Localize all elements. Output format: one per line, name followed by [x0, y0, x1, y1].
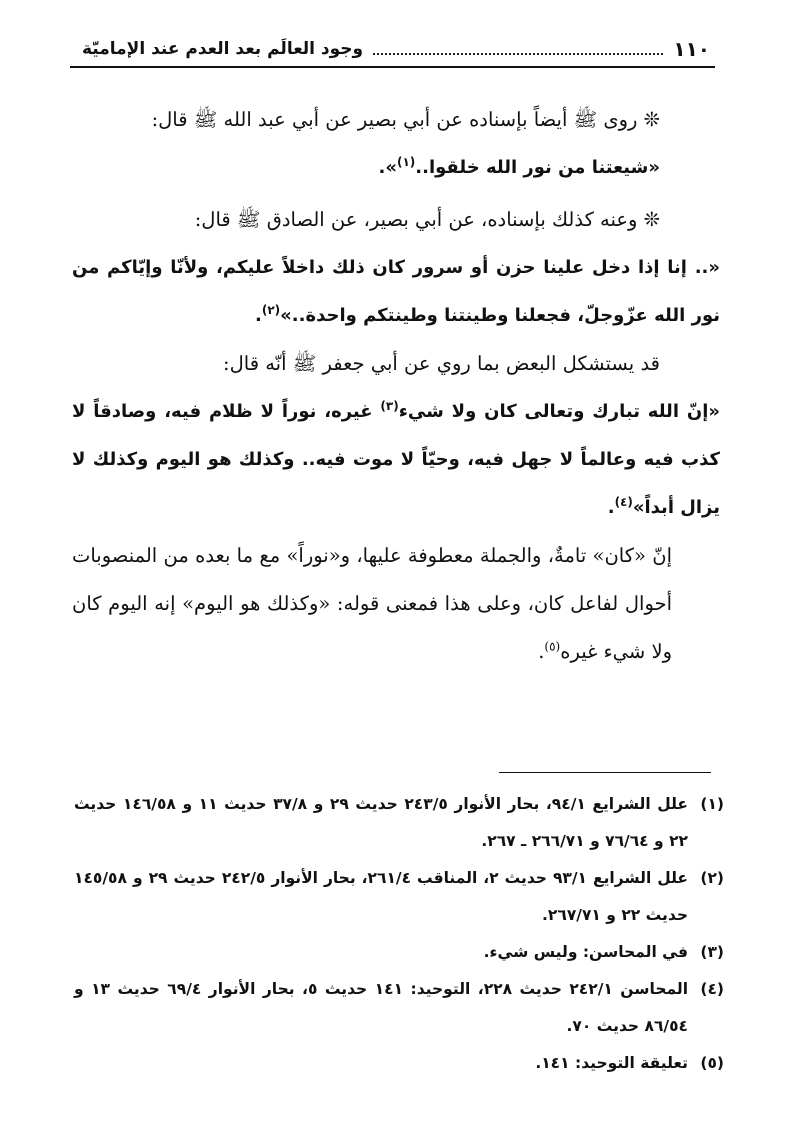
footnote-ref-4[interactable]: (٤) — [614, 495, 633, 509]
quote-1-end: ». — [378, 157, 397, 178]
quote-2-end: . — [255, 305, 262, 326]
footnote-number: (٢) — [700, 869, 724, 887]
paragraph-3-text: قد يستشكل البعض بما روي عن أبي جعفر ﷺ أنّه قال: — [223, 352, 660, 375]
footnote — [74, 971, 724, 1045]
paragraph-2 — [72, 196, 720, 244]
footnote-number: (١) — [700, 795, 724, 813]
paragraph-1-text: روى ﷺ أيضاً بإسناده عن أبي بصير عن أبي عبد الله ﷺ قال: — [151, 108, 638, 131]
quote-1 — [72, 144, 720, 192]
quote-3-end: . — [607, 497, 615, 518]
paragraph-3 — [72, 340, 720, 388]
footnote-ref-1[interactable]: (١) — [396, 155, 416, 169]
paragraph-1 — [72, 96, 720, 144]
star-ornament: ❊ — [643, 108, 660, 131]
paragraph-4 — [72, 532, 720, 676]
quote-3 — [72, 388, 720, 532]
quote-1-text: «شيعتنا من نور الله خلقوا.. — [415, 157, 660, 178]
quote-2 — [72, 244, 720, 340]
footnote — [74, 786, 724, 860]
footnote-ref-3[interactable]: (٣) — [380, 399, 399, 413]
page-number: ١١٠ — [673, 37, 710, 61]
quote-3-text-a: «إنّ الله تبارك وتعالى كان ولا شيء — [398, 401, 720, 422]
footnote-number: (٤) — [700, 980, 724, 998]
footnote — [74, 934, 724, 971]
header-dot-leader — [373, 43, 663, 55]
footnote-text: المحاسن ٢٤٢/١ حديث ٢٢٨، التوحيد: ١٤١ حديث ٥، بحار الأنوار ٦٩/٤ حديث ١٣ و ٨٦/٥٤ حديث ٧٠. — [74, 980, 689, 1035]
footnote-number: (٣) — [700, 943, 724, 961]
footnote-number: (٥) — [700, 1054, 724, 1072]
main-text — [72, 96, 720, 676]
quote-3-text-b: غيره، نوراً لا ظلام فيه، وصادقاً لا كذب فيه وعالماً لا جهل فيه، وحيّاً لا موت فيه.. وكذلك هو اليوم وكذلك لا يزال أبداً» — [72, 401, 720, 518]
footnotes — [74, 786, 724, 1082]
footnote-text: علل الشرايع ٩٣/١ حديث ٢، المناقب ٢٦١/٤، بحار الأنوار ٢٤٢/٥ حديث ٢٩ و ١٤٥/٥٨ حديث ٢٢ و ٢٦٧/٧١. — [74, 869, 688, 924]
paragraph-2-text: وعنه كذلك بإسناده، عن أبي بصير، عن الصادق ﷺ قال: — [194, 208, 638, 231]
footnote — [74, 860, 724, 934]
footnote-ref-2[interactable]: (٢) — [261, 303, 281, 317]
footnote-text: في المحاسن: وليس شيء. — [483, 943, 688, 961]
paragraph-4-end: . — [538, 640, 545, 663]
running-title: وجود العالَم بعد العدم عند الإماميّة — [82, 39, 364, 59]
star-ornament: ❊ — [643, 208, 660, 231]
footnote-text: علل الشرايع ٩٤/١، بحار الأنوار ٢٤٣/٥ حديث ٢٩ و ٣٧/٨ حديث ١١ و ١٤٦/٥٨ حديث ٢٢ و ٧٦/٦٤ و ٢٦٦/٧١ ـ ٢٦٧. — [74, 795, 688, 850]
footnote — [74, 1045, 724, 1082]
quote-2-text: «.. إنا إذا دخل علينا حزن أو سرور كان ذلك داخلاً عليكم، ولأنّا وإيّاكم من نور الله عزّوجلّ، فجعلنا وطينتنا وطينتكم واحدة..» — [72, 257, 720, 326]
running-header — [82, 34, 710, 64]
footnote-ref-5[interactable]: (٥) — [544, 639, 561, 654]
paragraph-4-text: إنّ «كان» تامةٌ، والجملة معطوفة عليها، و«نوراً» مع ما بعده من المنصوبات أحوال لفاعل كان، وعلى هذا فمعنى قوله: «وكذلك هو اليوم» إنه اليوم كان ولا شيء غيره — [72, 544, 672, 663]
footnote-text: تعليقة التوحيد: ١٤١. — [535, 1054, 688, 1072]
footnote-separator — [499, 772, 711, 773]
header-rule — [70, 66, 715, 68]
